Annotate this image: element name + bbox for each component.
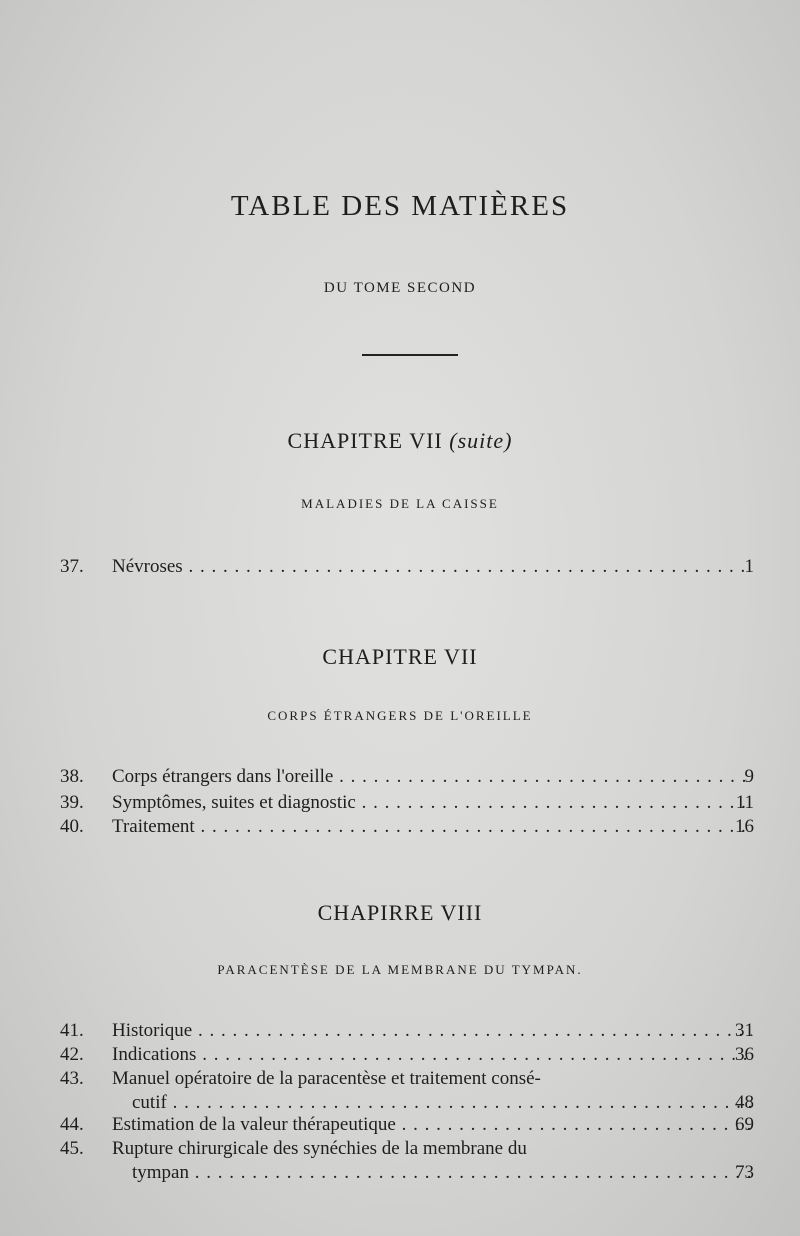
chapter-heading	[0, 428, 800, 454]
entry-page: 1	[744, 556, 754, 577]
page-subtitle: DU TOME SECOND	[323, 280, 477, 296]
entry-page: 16	[735, 816, 754, 837]
chapter-subtitle: PARACENTÈSE DE LA MEMBRANE DU TYMPAN.	[217, 962, 583, 977]
entry-number: 39.	[60, 792, 84, 813]
toc-entry	[60, 556, 760, 582]
page-title: TABLE DES MATIÈRES	[230, 190, 570, 222]
entry-text: Symptômes, suites et diagnostic . . .	[112, 792, 752, 814]
entry-page: 36	[735, 1044, 754, 1065]
entry-number: 38.	[60, 766, 84, 787]
entry-page: 48	[735, 1092, 754, 1113]
toc-entry	[60, 1114, 760, 1140]
entry-page: 9	[744, 766, 754, 787]
entry-number: 43.	[60, 1068, 84, 1089]
toc-entry	[60, 792, 760, 818]
entry-page: 69	[735, 1114, 754, 1135]
entry-text: Manuel opératoire de la paracentèse et traitement consé-	[112, 1068, 541, 1089]
entry-text: Traitement . . .	[112, 816, 752, 838]
chapter-title: CHAPITRE VII	[322, 644, 478, 669]
toc-entry	[60, 816, 760, 842]
toc-entry	[60, 1068, 760, 1094]
entry-number: 41.	[60, 1020, 84, 1041]
chapter-subtitle: MALADIES DE LA CAISSE	[301, 496, 499, 511]
entry-page: 11	[735, 792, 754, 813]
chapter-subtitle: CORPS ÉTRANGERS DE L'OREILLE	[267, 708, 533, 723]
chapter-suffix: (suite)	[449, 428, 513, 453]
entry-page: 73	[735, 1162, 754, 1183]
entry-number: 42.	[60, 1044, 84, 1065]
toc-entry	[60, 1044, 760, 1070]
toc-entry	[60, 766, 760, 792]
entry-text-continuation: cutif . . .	[132, 1092, 752, 1114]
entry-text-continuation: tympan . . .	[132, 1162, 752, 1184]
entry-number: 44.	[60, 1114, 84, 1135]
entry-text: Rupture chirurgicale des synéchies de la membrane du	[112, 1138, 527, 1159]
toc-entry	[60, 1020, 760, 1046]
title-divider	[362, 354, 458, 356]
chapter-title: CHAPIRRE VIII	[317, 900, 483, 925]
entry-text: Indications . . .	[112, 1044, 752, 1066]
entry-page: 31	[735, 1020, 754, 1041]
toc-entry-continuation	[60, 1162, 760, 1188]
entry-text: Névroses . . .	[112, 556, 752, 578]
entry-number: 45.	[60, 1138, 84, 1159]
chapter-title: CHAPITRE VII	[287, 428, 443, 453]
entry-text: Estimation de la valeur thérapeutique . . .	[112, 1114, 752, 1136]
entry-text: Corps étrangers dans l'oreille . . .	[112, 766, 752, 788]
entry-text: Historique . . .	[112, 1020, 752, 1042]
entry-number: 40.	[60, 816, 84, 837]
toc-entry	[60, 1138, 760, 1164]
entry-number: 37.	[60, 556, 84, 577]
